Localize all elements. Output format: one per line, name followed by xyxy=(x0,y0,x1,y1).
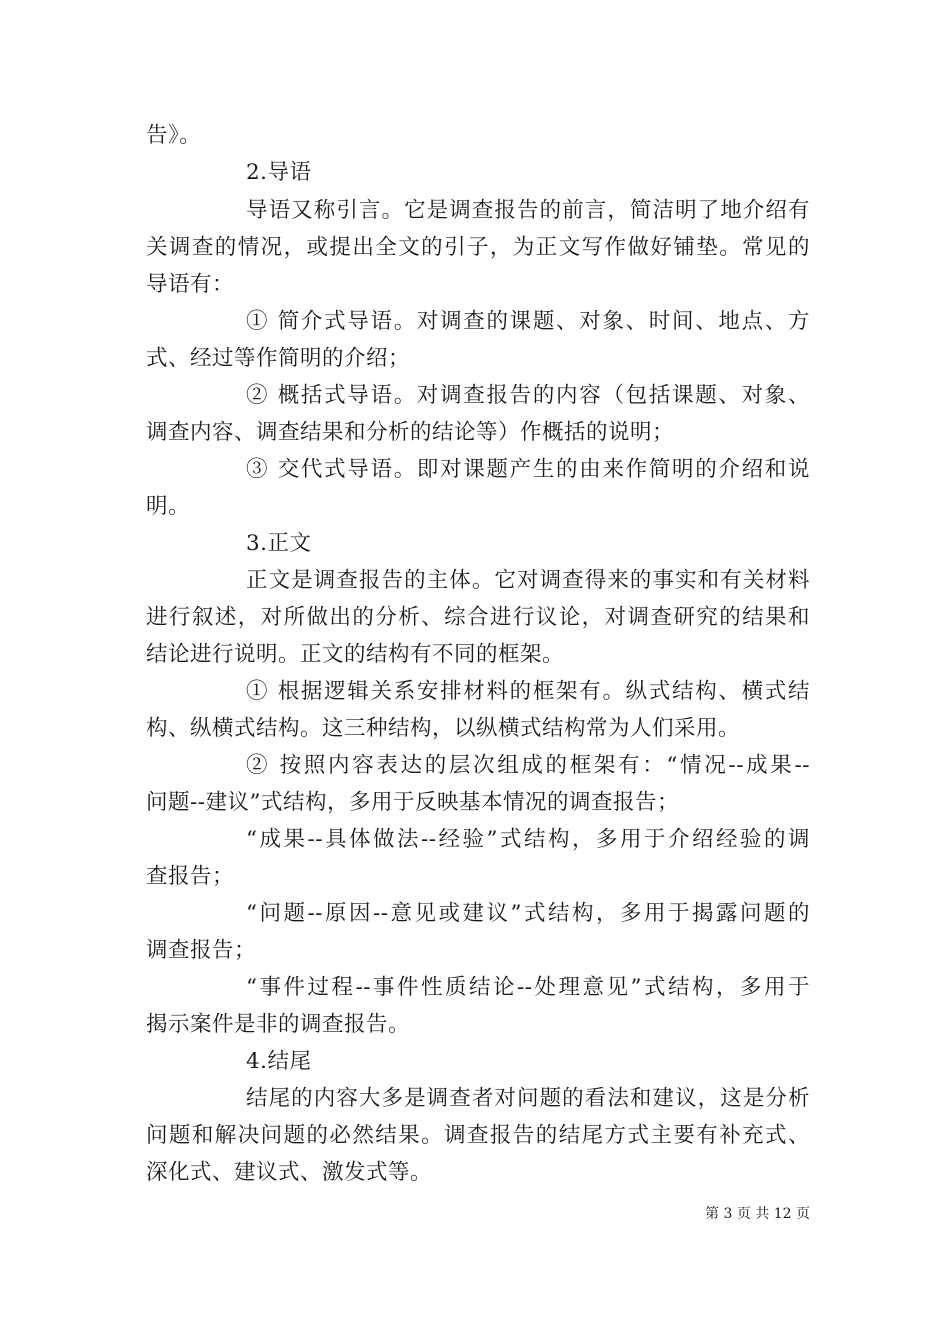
text-line: 构、纵横式结构。这三种结构，以纵横式结构常为人们采用。 xyxy=(146,716,741,741)
text-line: 明。 xyxy=(146,494,191,519)
text-line: 正文是调查报告的主体。它对调查得来的事实和有关材料 xyxy=(246,568,810,593)
text-line: “成果--具体做法--经验”式结构，多用于介绍经验的调 xyxy=(246,827,810,852)
text-line: 问题和解决问题的必然结果。调查报告的结尾方式主要有补充式、 xyxy=(146,1123,810,1148)
list-item-line: ② 按照内容表达的层次组成的框架有：“情况--成果-- xyxy=(246,753,810,778)
text-line: 结论进行说明。正文的结构有不同的框架。 xyxy=(146,642,565,667)
text-line: “问题--原因--意见或建议”式结构，多用于揭露问题的 xyxy=(246,901,810,926)
text-line: 结尾的内容大多是调查者对问题的看法和建议，这是分析 xyxy=(246,1086,810,1111)
text-line: 进行叙述，对所做出的分析、综合进行议论，对调查研究的结果和 xyxy=(146,605,810,630)
text-line: 揭示案件是非的调查报告。 xyxy=(146,1012,411,1037)
text-line: 关调查的情况，或提出全文的引子，为正文写作做好铺垫。常见的 xyxy=(146,235,810,260)
list-item-line: ① 根据逻辑关系安排材料的框架有。纵式结构、横式结 xyxy=(246,679,810,704)
text-line: 调查报告； xyxy=(146,938,257,963)
list-item-line: ① 简介式导语。对调查的课题、对象、时间、地点、方 xyxy=(246,309,810,334)
text-line: 导语有： xyxy=(146,272,235,297)
page-number-footer: 第 3 页 共 12 页 xyxy=(705,1206,810,1222)
text-line: 式、经过等作简明的介绍； xyxy=(146,346,411,371)
text-line: 导语又称引言。它是调查报告的前言，简洁明了地介绍有 xyxy=(246,198,810,223)
section-heading-ending: 4.结尾 xyxy=(246,1049,312,1074)
text-line: 告》。 xyxy=(146,123,202,148)
section-heading-intro: 2.导语 xyxy=(246,160,312,185)
text-line: 调查内容、调查结果和分析的结论等）作概括的说明； xyxy=(146,420,675,445)
section-heading-body: 3.正文 xyxy=(246,531,312,556)
text-line: 问题--建议”式结构，多用于反映基本情况的调查报告； xyxy=(146,790,680,815)
text-line: 查报告； xyxy=(146,864,235,889)
text-line: 深化式、建议式、激发式等。 xyxy=(146,1160,433,1185)
text-line: “事件过程--事件性质结论--处理意见”式结构，多用于 xyxy=(246,975,810,1000)
list-item-line: ② 概括式导语。对调查报告的内容（包括课题、对象、 xyxy=(246,383,810,408)
list-item-line: ③ 交代式导语。即对课题产生的由来作简明的介绍和说 xyxy=(246,457,810,482)
